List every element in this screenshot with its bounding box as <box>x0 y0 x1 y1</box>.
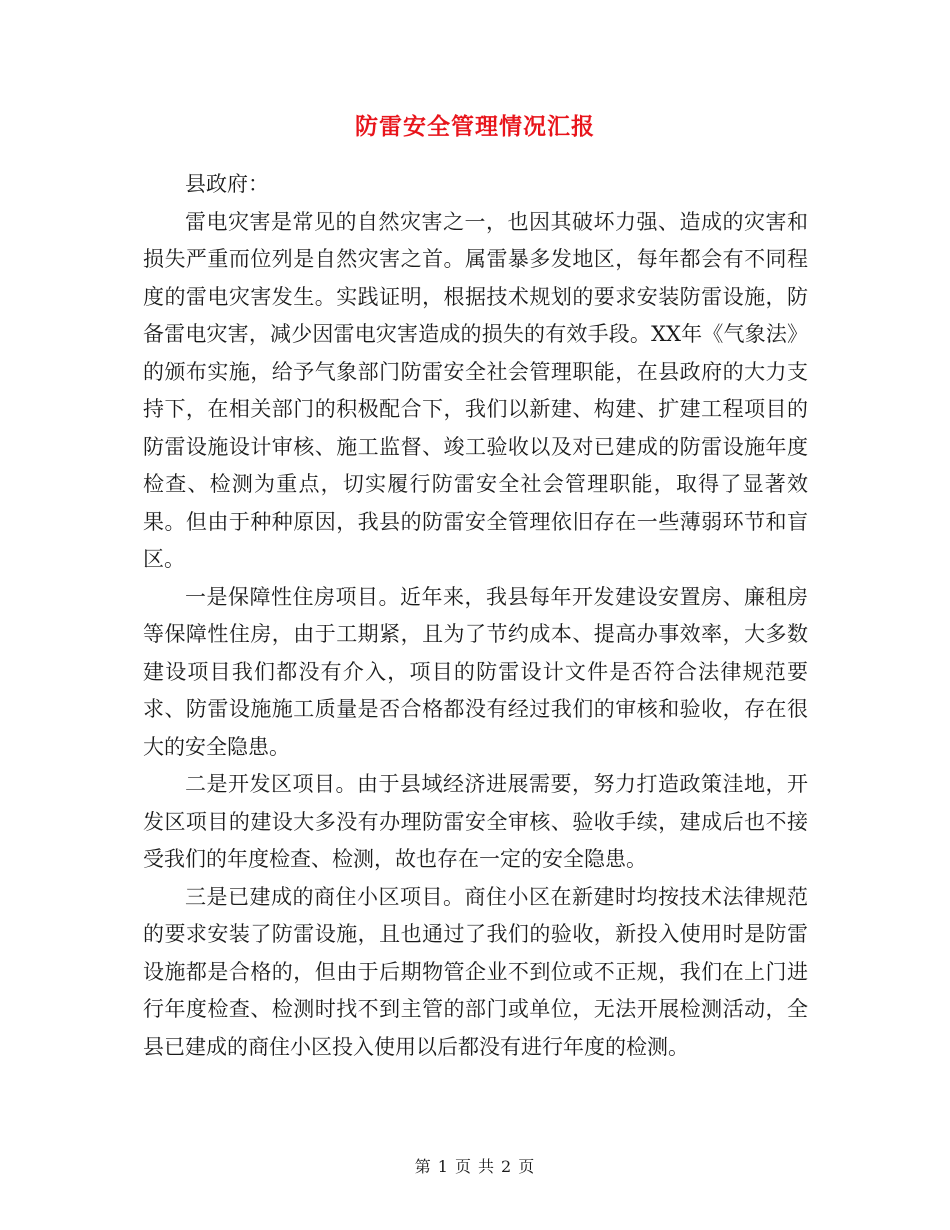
footer-current-page: 1 <box>437 1157 449 1176</box>
page-footer <box>0 1154 950 1177</box>
paragraph-item-3: 三是已建成的商住小区项目。商住小区在新建时均按技术法律规范的要求安装了防雷设施，且也通过了我们的验收，新投入使用时是防雷设施都是合格的，但由于后期物管企业不到位或不正规，我们在上门进行年度检查、检测时找不到主管的部门或单位，无法开展检测活动，全县已建成的商住小区投入使用以后都没有进行年度的检测。 <box>143 884 808 1059</box>
paragraph-intro: 雷电灾害是常见的自然灾害之一，也因其破坏力强、造成的灾害和损失严重而位列是自然灾害之首。属雷暴多发地区，每年都会有不同程度的雷电灾害发生。实践证明，根据技术规划的要求安装防雷设施，防备雷电灾害，减少因雷电灾害造成的损失的有效手段。XX年《气象法》的颁布实施，给予气象部门防雷安全社会管理职能，在县政府的大力支持下，在相关部门的积极配合下，我们以新建、构建、扩建工程项目的防雷设施设计审核、施工监督、竣工验收以及对已建成的防雷设施年度检查、检测为重点，切实履行防雷安全社会管理职能，取得了显著效果。但由于种种原因，我县的防雷安全管理依旧存在一些薄弱环节和盲区。 <box>143 209 808 571</box>
paragraph-item-1: 一是保障性住房项目。近年来，我县每年开发建设安置房、廉租房等保障性住房，由于工期紧，且为了节约成本、提高办事效率，大多数建设项目我们都没有介入，项目的防雷设计文件是否符合法律规范要求、防雷设施施工质量是否合格都没有经过我们的审核和验收，存在很大的安全隐患。 <box>143 584 808 759</box>
footer-total-unit: 页 <box>518 1157 536 1176</box>
paragraph-item-2: 二是开发区项目。由于县域经济进展需要，努力打造政策洼地，开发区项目的建设大多没有办理防雷安全审核、验收手续，建成后也不接受我们的年度检查、检测，故也存在一定的安全隐患。 <box>143 772 808 871</box>
footer-prefix: 第 <box>414 1157 432 1176</box>
document-title: 防雷安全管理情况汇报 <box>355 113 595 140</box>
footer-total-prefix: 共 <box>478 1157 496 1176</box>
document-body <box>143 166 808 1066</box>
salutation: 县政府： <box>185 172 269 196</box>
footer-total-pages: 2 <box>501 1157 513 1176</box>
footer-page-unit: 页 <box>454 1157 472 1176</box>
